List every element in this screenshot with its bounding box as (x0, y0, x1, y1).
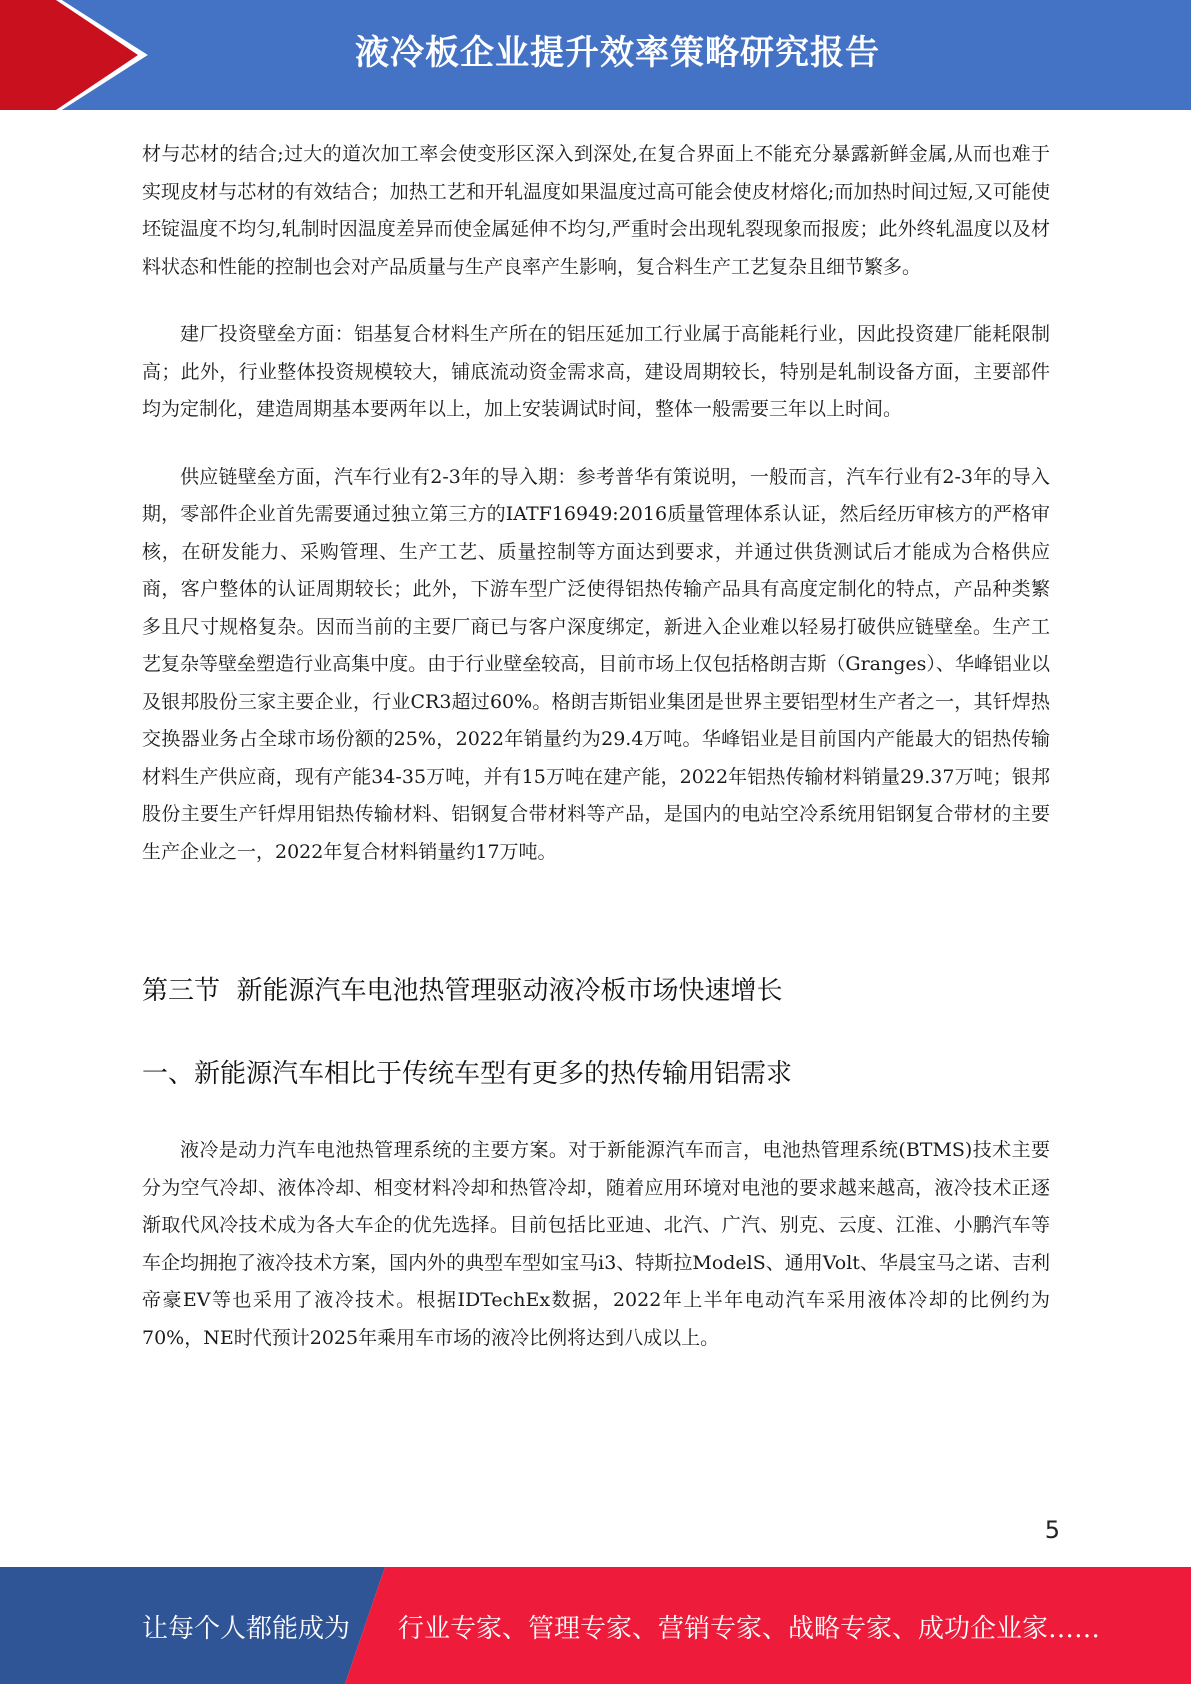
report-title: 液冷板企业提升效率策略研究报告 (355, 33, 880, 73)
paragraph-2: 建厂投资壁垒方面：铝基复合材料生产所在的铝压延加工行业属于高能耗行业，因此投资建厂能耗限制高；此外，行业整体投资规模较大，铺底流动资金需求高，建设周期较长，特别是轧制设备方面，主要部件均为定制化，建造周期基本要两年以上，加上安装调试时间，整体一般需要三年以上时间。 (142, 323, 1050, 420)
section-heading: 第三节 新能源汽车电池热管理驱动液冷板市场快速增长 (142, 976, 783, 1006)
page-header (0, 0, 1191, 110)
paragraph-4: 液冷是动力汽车电池热管理系统的主要方案。对于新能源汽车而言，电池热管理系统(BTMS)技术主要分为空气冷却、液体冷却、相变材料冷却和热管冷却，随着应用环境对电池的要求越来越高，液冷技术正逐渐取代风冷技术成为各大车企的优先选择。目前包括比亚迪、北汽、广汽、别克、云度、江淮、小鹏汽车等车企均拥抱了液冷技术方案，国内外的典型车型如宝马i3、特斯拉ModelS、通用Volt、华晨宝马之诺、吉利帝豪EV等也采用了液冷技术。根据IDTechEx数据，2022年上半年电动汽车采用液体冷却的比例约为70%，NE时代预计2025年乘用车市场的液冷比例将达到八成以上。 (142, 1139, 1050, 1349)
page-footer (0, 1567, 1191, 1684)
sub-heading: 一、新能源汽车相比于传统车型有更多的热传输用铝需求 (142, 1059, 793, 1089)
footer-slogan-left: 让每个人都能成为 (142, 1614, 351, 1644)
page-content (142, 136, 1050, 1357)
footer-slogan-right: 行业专家、管理专家、营销专家、战略专家、成功企业家…… (398, 1614, 1101, 1644)
page-number: 5 (1044, 1516, 1060, 1544)
paragraph-1: 材与芯材的结合;过大的道次加工率会使变形区深入到深处,在复合界面上不能充分暴露新鲜金属,从而也难于实现皮材与芯材的有效结合；加热工艺和开轧温度如果温度过高可能会使皮材熔化;而加热时间过短,又可能使坯锭温度不均匀,轧制时因温度差异而使金属延伸不均匀,严重时会出现轧裂现象而报废；此外终轧温度以及材料状态和性能的控制也会对产品质量与生产良率产生影响，复合料生产工艺复杂且细节繁多。 (142, 143, 1050, 278)
paragraph-3: 供应链壁垒方面，汽车行业有2-3年的导入期：参考普华有策说明，一般而言，汽车行业有2-3年的导入期，零部件企业首先需要通过独立第三方的IATF16949:2016质量管理体系认证，然后经历审核方的严格审核，在研发能力、采购管理、生产工艺、质量控制等方面达到要求，并通过供货测试后才能成为合格供应商，客户整体的认证周期较长；此外，下游车型广泛使得铝热传输产品具有高度定制化的特点，产品种类繁多且尺寸规格复杂。因而当前的主要厂商已与客户深度绑定，新进入企业难以轻易打破供应链壁垒。生产工艺复杂等壁垒塑造行业高集中度。由于行业壁垒较高，目前市场上仅包括格朗吉斯（Granges）、华峰铝业以及银邦股份三家主要企业，行业CR3超过60%。格朗吉斯铝业集团是世界主要铝型材生产者之一，其钎焊热交换器业务占全球市场份额的25%，2022年销量约为29.4万吨。华峰铝业是目前国内产能最大的铝热传输材料生产供应商，现有产能34-35万吨，并有15万吨在建产能，2022年铝热传输材料销量29.37万吨；银邦股份主要生产钎焊用铝热传输材料、铝钢复合带材料等产品，是国内的电站空冷系统用铝钢复合带材的主要生产企业之一，2022年复合材料销量约17万吨。 (142, 465, 1050, 863)
